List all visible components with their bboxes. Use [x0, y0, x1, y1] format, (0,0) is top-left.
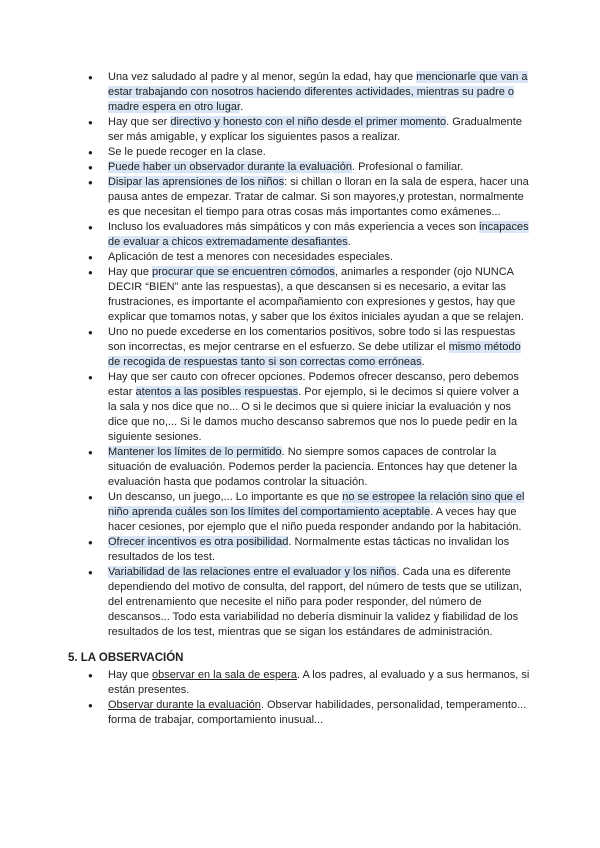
list-item: ● Hay que ser directivo y honesto con el niño desde el primer momento. Gradualmente ser más amigable, y explicar los siguientes pasos a realizar.: [68, 115, 530, 145]
highlight: Disipar las aprensiones de los niños: [108, 176, 285, 188]
underlined-text: Observar durante la evaluación: [108, 699, 261, 711]
highlight: atentos a las posibles respuestas: [135, 386, 299, 398]
highlight: no se estropee la relación sino que el niño aprenda cuáles son los límites del comportamiento aceptable: [108, 491, 525, 518]
highlight: Mantener los límites de lo permitido: [108, 446, 282, 458]
list-item: ● Uno no puede excederse en los comentarios positivos, sobre todo si las respuestas son incorrectas, es mejor centrarse en el esfuerzo. Se debe utilizar el mismo método de recogida de respuestas tanto si son correctas como erróneas.: [68, 325, 530, 370]
highlight: incapaces de evaluar a chicos extremadamente desafiantes: [108, 221, 529, 248]
list-item: ● Mantener los límites de lo permitido. No siempre somos capaces de controlar la situación de evaluación. Podemos perder la paciencia. Entonces hay que detener la evaluación hasta que podamos controlar la situación.: [68, 445, 530, 490]
highlight: Puede haber un observador durante la evaluación: [108, 161, 353, 173]
list-item: ● Hay que ser cauto con ofrecer opciones. Podemos ofrecer descanso, pero debemos estar atentos a las posibles respuestas. Por ejemplo, si le decimos si quiere volver a la sala y nos dice que no... O si le decimos que si quiere iniciar la evaluación y nos dice que no,... Si le damos mucho descanso sabremos que nos lo puede pedir en la siguiente sesiones.: [68, 370, 530, 445]
highlight: Variabilidad de las relaciones entre el evaluador y los niños: [108, 566, 397, 578]
highlight: mismo método de recogida de respuestas tanto si son correctas como erróneas: [108, 341, 521, 368]
list-item: ● Ofrecer incentivos es otra posibilidad. Normalmente estas tácticas no invalidan los resultados de los test.: [68, 535, 530, 565]
list-item: ● Puede haber un observador durante la evaluación. Profesional o familiar.: [68, 160, 530, 175]
list-item: ● Variabilidad de las relaciones entre el evaluador y los niños. Cada una es diferente dependiendo del motivo de consulta, del rapport, del número de tests que se utilizan, del entrenamiento que necesite el niño para poder responder, del número de descansos... Todo esta variabilidad no debería disminuir la validez y fiabilidad de los resultados de los test, mientras que se sigan los estándares de administración.: [68, 565, 530, 640]
highlight: directivo y honesto con el niño desde el primer momento: [170, 116, 447, 128]
section-heading: 5. LA OBSERVACIÓN: [68, 652, 184, 664]
list-item: ● Disipar las aprensiones de los niños: si chillan o lloran en la sala de espera, hacer una pausa antes de empezar. Tratar de calmar. Si son mayores,y protestan, normalmente es que necesitan el tiempo para otras cosas más importantes como exámenes...: [68, 175, 530, 220]
bullet-list-evaluation: [68, 70, 530, 640]
list-item: ● Aplicación de test a menores con necesidades especiales.: [68, 250, 530, 265]
list-item: ● Incluso los evaluadores más simpáticos y con más experiencia a veces son incapaces de evaluar a chicos extremadamente desafiantes.: [68, 220, 530, 250]
highlight: Ofrecer incentivos es otra posibilidad: [108, 536, 289, 548]
list-item: ● Se le puede recoger en la clase.: [68, 145, 530, 160]
list-item: ● Hay que procurar que se encuentren cómodos, animarles a responder (ojo NUNCA DECIR “BIEN” ante las respuestas), a que descansen si es necesario, a evitar las frustraciones, es importante el acompañamiento con expresiones y gestos, hay que explicar que tomamos notas, y saber que los éxitos iniciales ayudan a que se relajen.: [68, 265, 530, 325]
list-item: ● Observar durante la evaluación. Observar habilidades, personalidad, temperamento... forma de trabajar, comportamiento inusual...: [68, 698, 530, 728]
list-item: ● Una vez saludado al padre y al menor, según la edad, hay que mencionarle que van a estar trabajando con nosotros haciendo diferentes actividades, mientras su padre o madre espera en otro lugar.: [68, 70, 530, 115]
list-item: ● Un descanso, un juego,... Lo importante es que no se estropee la relación sino que el niño aprenda cuáles son los límites del comportamiento aceptable. A veces hay que hacer cesiones, por ejemplo que el niño pueda responder andando por la habitación.: [68, 490, 530, 535]
bullet-list-observation: [68, 668, 530, 728]
highlight: mencionarle que van a estar trabajando con nosotros haciendo diferentes actividades, mientras su padre o madre espera en otro lugar: [108, 71, 528, 113]
highlight: procurar que se encuentren cómodos: [152, 266, 335, 278]
underlined-text: observar en la sala de espera: [152, 669, 297, 681]
list-item: ● Hay que observar en la sala de espera. A los padres, al evaluado y a sus hermanos, si están presentes.: [68, 668, 530, 698]
